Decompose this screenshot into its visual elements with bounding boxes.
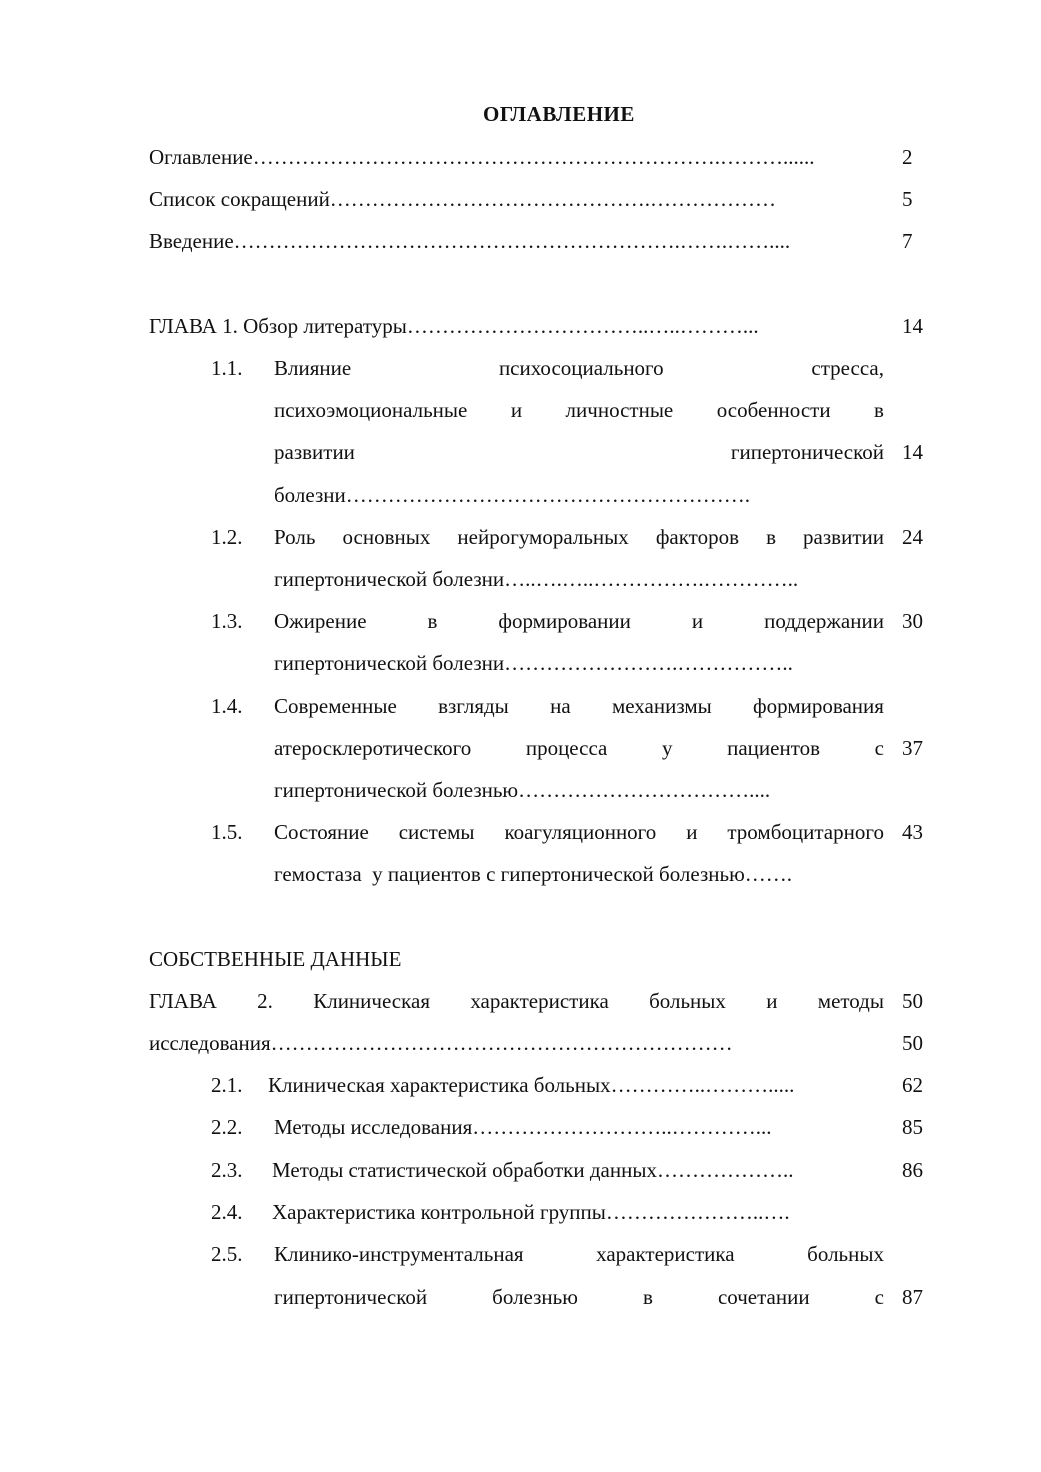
- chapter-1-heading: ГЛАВА 1. Обзор литературы……………………………..…..………...: [149, 314, 759, 338]
- word: развитии: [274, 440, 355, 464]
- word: и: [686, 820, 698, 844]
- section-number: 1.3.: [211, 609, 243, 633]
- toc-page-number: 2: [902, 145, 913, 169]
- section-1-1-line: болезни………………………………………………….: [274, 483, 750, 507]
- word: в: [642, 1285, 653, 1309]
- section-2-1-entry: Клиническая характеристика больных…………..……….....: [268, 1073, 795, 1097]
- section-1-2-line: [274, 525, 884, 549]
- toc-entry-contents: Оглавление………………………………………………………….………......: [149, 145, 815, 169]
- section-number: 1.2.: [211, 525, 243, 549]
- word: сочетании: [717, 1285, 810, 1309]
- word: Влияние: [274, 356, 352, 380]
- section-1-4-line: гипертонической болезнью……………………………....: [274, 778, 771, 802]
- word: системы: [398, 820, 475, 844]
- word: и: [691, 609, 704, 633]
- word: развитии: [803, 525, 884, 549]
- toc-page-number: 14: [902, 440, 923, 464]
- word: с: [874, 736, 884, 760]
- word: Роль: [274, 525, 316, 549]
- section-2-4-entry: Характеристика контрольной группы…………………..….: [272, 1200, 790, 1224]
- toc-entry-introduction: Введение……………………………………………………….…….……....: [149, 229, 791, 253]
- word: гипертонической: [274, 1285, 428, 1309]
- toc-page-number: 5: [902, 187, 913, 211]
- word: Современные: [274, 694, 397, 718]
- section-2-5-line: [274, 1285, 884, 1309]
- toc-page-number: 86: [902, 1158, 923, 1182]
- section-number: 2.4.: [211, 1200, 243, 1224]
- toc-page-number: 87: [902, 1285, 923, 1309]
- toc-page-number: 85: [902, 1115, 923, 1139]
- word: механизмы: [611, 694, 712, 718]
- word: больных: [807, 1242, 884, 1266]
- word: с: [874, 1285, 884, 1309]
- word: коагуляционного: [504, 820, 657, 844]
- word: факторов: [655, 525, 739, 549]
- word: психосоциального: [498, 356, 664, 380]
- section-1-5-line: гемостаза у пациентов с гипертонической болезнью…….: [274, 862, 793, 886]
- word: формирования: [753, 694, 884, 718]
- word: методы: [817, 989, 884, 1013]
- toc-page-number: 43: [902, 820, 923, 844]
- section-number: 2.2.: [211, 1115, 243, 1139]
- word: тромбоцитарного: [727, 820, 884, 844]
- section-number: 1.1.: [211, 356, 243, 380]
- section-number: 1.5.: [211, 820, 243, 844]
- section-number: 2.1.: [211, 1073, 243, 1097]
- toc-page-number: 37: [902, 736, 923, 760]
- section-number: 2.3.: [211, 1158, 243, 1182]
- word: стресса,: [811, 356, 884, 380]
- word: атеросклеротического: [274, 736, 472, 760]
- word: особенности: [716, 398, 831, 422]
- word: у: [661, 736, 673, 760]
- section-1-1-line: [274, 398, 884, 422]
- toc-page-number: 62: [902, 1073, 923, 1097]
- section-1-4-line: [274, 694, 884, 718]
- section-number: 2.5.: [211, 1242, 243, 1266]
- chapter-2-heading-line: исследования…………………………………………………………: [149, 1031, 733, 1055]
- section-1-5-line: [274, 820, 884, 844]
- section-2-5-line: [274, 1242, 884, 1266]
- word: процесса: [525, 736, 608, 760]
- word: и: [510, 398, 523, 422]
- word: поддержании: [764, 609, 884, 633]
- section-1-3-line: гипертонической болезни…………………….……………..: [274, 651, 793, 675]
- toc-entry-abbreviations: Список сокращений……………………………………….………………: [149, 187, 777, 211]
- toc-page-number: 24: [902, 525, 923, 549]
- section-2-3-entry: Методы статистической обработки данных………………..: [272, 1158, 794, 1182]
- word: ГЛАВА: [149, 989, 217, 1013]
- word: на: [550, 694, 571, 718]
- word: больных: [649, 989, 726, 1013]
- word: болезнью: [492, 1285, 578, 1309]
- word: психоэмоциональные: [274, 398, 468, 422]
- word: гипертонической: [730, 440, 884, 464]
- word: пациентов: [727, 736, 821, 760]
- word: Состояние: [274, 820, 369, 844]
- word: характеристика: [596, 1242, 735, 1266]
- toc-page-number: 50: [902, 989, 923, 1013]
- section-number: 1.4.: [211, 694, 243, 718]
- word: Ожирение: [274, 609, 367, 633]
- word: в: [874, 398, 884, 422]
- section-1-4-line: [274, 736, 884, 760]
- toc-page-number: 7: [902, 229, 913, 253]
- word: нейрогуморальных: [457, 525, 629, 549]
- toc-page-number: 14: [902, 314, 923, 338]
- section-1-1-line: [274, 440, 884, 464]
- section-1-1-line: [274, 356, 884, 380]
- word: взгляды: [438, 694, 509, 718]
- word: в: [427, 609, 438, 633]
- word: 2.: [257, 989, 273, 1013]
- word: и: [766, 989, 778, 1013]
- toc-title: ОГЛАВЛЕНИЕ: [483, 102, 635, 126]
- word: Клинико-инструментальная: [274, 1242, 524, 1266]
- own-data-heading: СОБСТВЕННЫЕ ДАННЫЕ: [149, 947, 402, 971]
- section-1-3-line: [274, 609, 884, 633]
- chapter-2-heading-line: [149, 989, 884, 1013]
- section-1-2-line: гипертонической болезни…..….…..…………….…………..: [274, 567, 799, 591]
- word: личностные: [565, 398, 674, 422]
- toc-page-number: 50: [902, 1031, 923, 1055]
- word: характеристика: [470, 989, 609, 1013]
- word: формировании: [498, 609, 631, 633]
- word: основных: [342, 525, 431, 549]
- word: в: [766, 525, 776, 549]
- word: Клиническая: [313, 989, 430, 1013]
- section-2-2-entry: Методы исследования………………………..…………...: [274, 1115, 772, 1139]
- toc-page-number: 30: [902, 609, 923, 633]
